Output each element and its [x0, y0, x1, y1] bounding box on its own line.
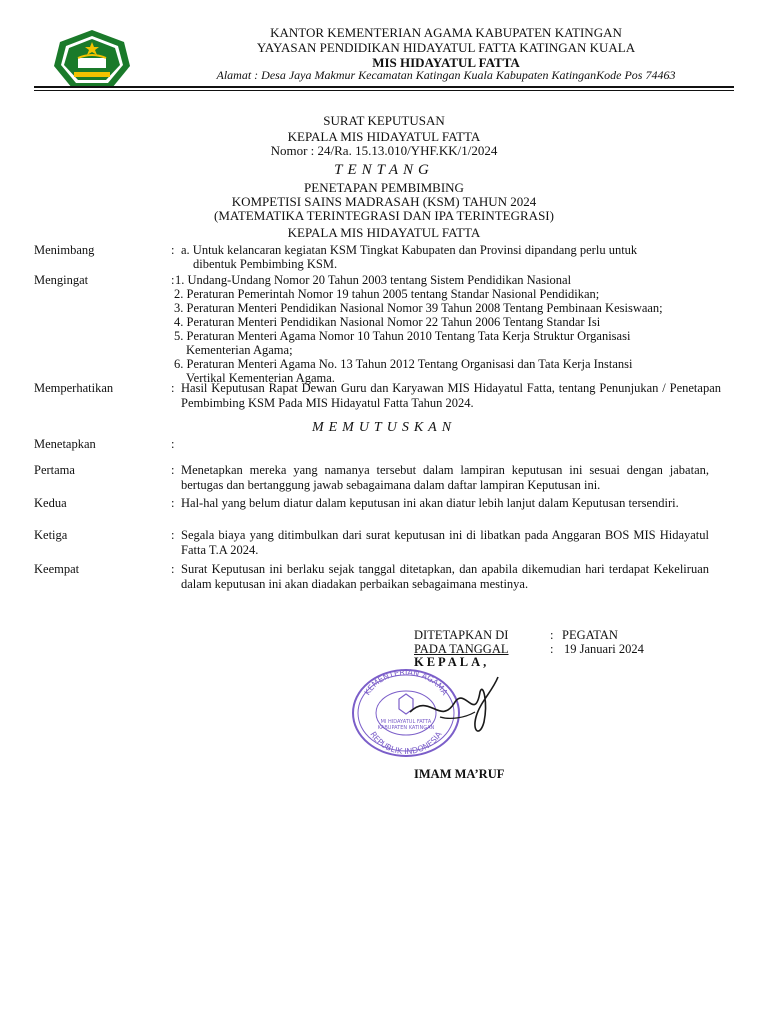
mengingat-item-2: 2. Peraturan Pemerintah Nomor 19 tahun 2005 tentang Standar Nasional Pendidikan; — [174, 287, 600, 301]
ketiga-label: Ketiga — [34, 528, 68, 542]
menimbang-text-1: a. Untuk kelancaran kegiatan KSM Tingkat Kabupaten dan Provinsi dipandang perlu untuk — [181, 243, 638, 257]
stamp-center-2: KABUPATEN KATINGAN — [377, 725, 435, 731]
memperhatikan-colon: : — [171, 381, 175, 395]
kedua-text: Hal-hal yang belum diatur dalam keputusan ini akan diatur lebih lanjut dalam Keputusan tersendiri. — [181, 496, 679, 510]
memperhatikan-label: Memperhatikan — [34, 381, 114, 395]
stamp-text-top: KEMENTERIAN AGAMA — [362, 668, 450, 697]
header-rule-thick — [34, 86, 734, 88]
menimbang-text-2: dibentuk Pembimbing KSM. — [193, 257, 338, 271]
mengingat-colon: : — [171, 273, 175, 287]
kedua-colon: : — [171, 496, 175, 510]
doc-number: Nomor : 24/Ra. 15.13.010/YHF.KK/1/2024 — [270, 143, 498, 158]
keempat-label: Keempat — [34, 562, 80, 576]
header-line-1: KANTOR KEMENTERIAN AGAMA KABUPATEN KATINGAN — [270, 25, 622, 40]
place-colon: : — [550, 628, 554, 642]
doc-type: SURAT KEPUTUSAN — [323, 113, 445, 128]
mengingat-item-6-cont: Vertikal Kementerian Agama. — [186, 371, 335, 385]
header-line-2: YAYASAN PENDIDIKAN HIDAYATUL FATTA KATINGAN KUALA — [256, 40, 636, 55]
memperhatikan-text: Hasil Keputusan Rapat Dewan Guru dan Karyawan MIS Hidayatul Fatta, tentang Penunjukan / Penetapan Pembimbing KSM Pada MIS Hidayatul Fatta Tahun 2024. — [181, 381, 721, 410]
doc-issuer: KEPALA MIS HIDAYATUL FATTA — [287, 129, 481, 144]
stamp-text-bottom: REPUBLIK INDONESIA — [368, 730, 444, 757]
stamp-center-1: MI HIDAYATUL FATTA — [380, 719, 432, 725]
header-school-name: MIS HIDAYATUL FATTA — [372, 55, 520, 70]
mengingat-label: Mengingat — [34, 273, 89, 287]
memutuskan-heading: MEMUTUSKAN — [311, 420, 457, 435]
pertama-colon: : — [171, 463, 175, 477]
menetapkan-colon: : — [171, 437, 175, 451]
mengingat-item-1: 1. Undang-Undang Nomor 20 Tahun 2003 tentang Sistem Pendidikan Nasional — [175, 273, 572, 287]
header-address: Alamat : Desa Jaya Makmur Kecamatan Katingan Kuala Kabupaten KatinganKode Pos 74463 — [216, 68, 676, 82]
menimbang-colon: : — [171, 243, 175, 257]
place-label: DITETAPKAN DI — [414, 628, 509, 642]
subject-line-2: KOMPETISI SAINS MADRASAH (KSM) TAHUN 2024 — [231, 194, 537, 209]
pertama-label: Pertama — [34, 463, 75, 477]
kedua-label: Kedua — [34, 496, 67, 510]
subject-line-1: PENETAPAN PEMBIMBING — [304, 180, 464, 195]
handwritten-signature — [377, 672, 520, 742]
date-label: PADA TANGGAL — [414, 642, 509, 656]
date-colon: : — [550, 642, 554, 656]
signatory-name: IMAM MA’RUF — [414, 767, 505, 781]
mengingat-item-3: 3. Peraturan Menteri Pendidikan Nasional Nomor 39 Tahun 2008 Tentang Pembinaan Kesiswaan; — [174, 301, 663, 315]
menimbang-label: Menimbang — [34, 243, 95, 257]
signatory-role: KEPALA, — [414, 655, 490, 669]
mengingat-item-5-cont: Kementerian Agama; — [186, 343, 293, 357]
date-value: 19 Januari 2024 — [564, 642, 644, 656]
header-rule-thin — [34, 90, 734, 91]
mengingat-item-4: 4. Peraturan Menteri Pendidikan Nasional Nomor 22 Tahun 2006 Tentang Standar Isi — [174, 315, 601, 329]
ketiga-text: Segala biaya yang ditimbulkan dari surat keputusan ini di libatkan pada Anggaran BOS MIS Hidayatul Fatta T.A 2024. — [181, 528, 709, 557]
ketiga-colon: : — [171, 528, 175, 542]
mengingat-item-6: 6. Peraturan Menteri Agama No. 13 Tahun 2012 Tentang Organisasi dan Tata Kerja Instansi — [174, 357, 633, 371]
keempat-colon: : — [171, 562, 175, 576]
place-value: PEGATAN — [562, 628, 618, 642]
menetapkan-label: Menetapkan — [34, 437, 96, 451]
mengingat-item-5: 5. Peraturan Menteri Agama Nomor 10 Tahun 2010 Tentang Tata Kerja Struktur Organisasi — [174, 329, 631, 343]
pertama-text: Menetapkan mereka yang namanya tersebut dalam lampiran keputusan ini sesuai dengan jabatan, bertugas dan bertanggung jawab sebagaimana dalam daftar lampiran Keputusan ini. — [181, 463, 709, 492]
subject-line-3: (MATEMATIKA TERINTEGRASI DAN IPA TERINTEGRASI) — [214, 208, 554, 223]
tentang-heading: TENTANG — [334, 162, 434, 178]
keempat-text: Surat Keputusan ini berlaku sejak tanggal ditetapkan, dan apabila dikemudian hari terdapat Kekeliruan dalam keputusan ini akan diadakan perbaikan sebagaimana mestinya. — [181, 562, 709, 591]
issuer-line-2: KEPALA MIS HIDAYATUL FATTA — [287, 225, 481, 240]
